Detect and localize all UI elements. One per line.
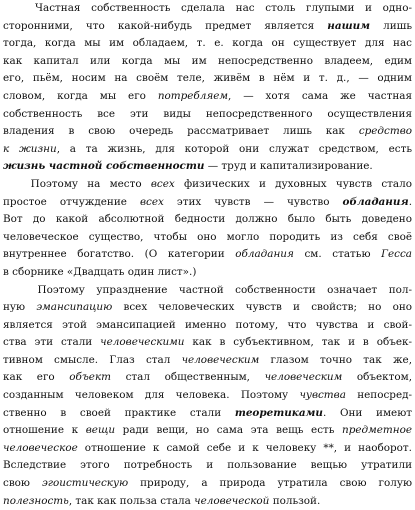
text-line: сторонними, что какой-нибудь предмет является нашим лишь	[3, 18, 412, 36]
text-line: тивном смысле. Глаз стал человеческим глазом точно так же,	[3, 352, 412, 370]
text-line: тогда, когда мы им обладаем, т. е. когда он существует для нас	[3, 35, 412, 53]
text-line: его, пьём, носим на своём теле, живём в нём и т. д., — одним	[3, 70, 412, 88]
text-line: словом, когда мы его потребляем, — хотя сама же частная	[3, 88, 412, 106]
text-line: Вследствие этого потребность и пользование вещью утратили	[3, 457, 412, 475]
text-line: является этой эмансипацией именно потому, что чувства и свой-	[3, 317, 412, 335]
text-line: жизнь частной собственности — труд и капитализирование.	[3, 158, 412, 176]
text-line: к жизни, а та жизнь, для которой они служат средством, есть	[3, 141, 412, 159]
text-line: ства эти стали человеческими как в субъективном, так и в объек-	[3, 334, 412, 352]
text-line: собственность все эти виды непосредственного осуществления	[3, 106, 412, 124]
text-line: Частная собственность сделала нас столь глупыми и одно-	[3, 0, 412, 18]
text-line: простое отчуждение всех этих чувств — чувство обладания.	[3, 194, 412, 212]
text-line: ственно в своей практике стали теоретиками. Они имеют	[3, 405, 412, 423]
paragraph	[3, 0, 412, 176]
text-line: в сборнике «Двадцать один лист».)	[3, 264, 412, 282]
text-line: свою эгоистическую природу, а природа утратила свою голую	[3, 475, 412, 493]
text-line: человеческое существо, чтобы оно могло породить из себя своё	[3, 229, 412, 247]
text-line: отношение к вещи ради вещи, но сама эта вещь есть предметное	[3, 422, 412, 440]
text-line: созданным человеком для человека. Поэтому чувства непосред-	[3, 387, 412, 405]
text-line: Вот до какой абсолютной бедности должно было быть доведено	[3, 211, 412, 229]
paragraph	[3, 176, 412, 282]
text-line: владения в свою очередь рассматривает лишь как средство	[3, 123, 412, 141]
text-line: как его объект стал общественным, человеческим объектом,	[3, 369, 412, 387]
text-line: Поэтому на место всех физических и духовных чувств стало	[3, 176, 412, 194]
paragraph	[3, 282, 412, 510]
text-line: Поэтому упразднение частной собственности означает пол-	[3, 282, 412, 300]
text-line: человеческое отношение к самой себе и к человеку **, и наоборот.	[3, 440, 412, 458]
text-line: внутреннее богатство. (О категории обладания см. статью Гесса	[3, 246, 412, 264]
text-line: полезность, так как польза стала человеческой пользой.	[3, 493, 412, 510]
text-line: ную эмансипацию всех человеческих чувств и свойств; но оно	[3, 299, 412, 317]
text-line: как капитал или когда мы им непосредственно владеем, едим	[3, 53, 412, 71]
